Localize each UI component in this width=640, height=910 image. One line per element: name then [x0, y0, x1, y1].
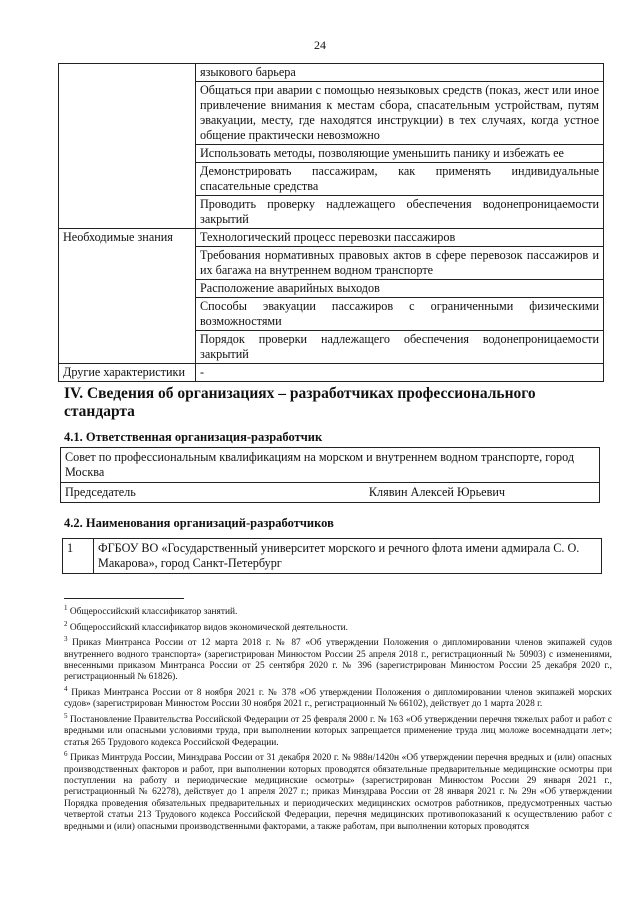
row-text: Расположение аварийных выходов — [196, 280, 604, 298]
footnote: $^4$ Приказ Минтранса России от 8 ноября 2021 г. № 378 «Об утверждении Положения о дипломировании членов экипажей морских судов» (зарегистрирован Минюстом России 30 ноября 2021 г., регистрационный № 66102), действует до 1 марта 2028 г. — [64, 684, 612, 710]
footnote: $^1$ Общероссийский классификатор занятий. — [64, 604, 238, 618]
row-text: Демонстрировать пассажирам, как применять индивидуальные спасательные средства — [196, 163, 604, 196]
page-number: 24 — [314, 38, 326, 52]
footnote-divider — [64, 598, 184, 599]
section-title: IV. Сведения об организациях – разработчиках профессионального стандарта — [64, 385, 536, 420]
responsible-org-table — [60, 447, 600, 503]
table-row — [63, 539, 602, 574]
row-label-other: Другие характеристики — [59, 364, 196, 382]
row-text: Способы эвакуации пассажиров с ограниченными физическими возможностями — [196, 298, 604, 331]
footnote: $^2$ Общероссийский классификатор видов экономической деятельности. — [64, 619, 349, 633]
footnote: $^6$ Приказ Минтруда России, Минздрава России от 31 декабря 2020 г. № 988н/1420н «Об утверждении перечня вредных и (или) опасных производственных факторов и работ, при выполнении которых проводятся обязательные предварительные медицинские осмотры при поступлении на работу и периодические медицинские осмотры» (зарегистрирован Минюстом России 29 января 2021 г., регистрационный № 62278), действует до 1 апреля 2027 г.; приказ Минздрава России от 28 января 2021 г. № 29н «Об утверждении Порядка проведения обязательных предварительных и периодических медицинских осмотров работников, предусмотренных частью четвертой статьи 213 Трудового кодекса Российской Федерации, перечня медицинских противопоказаний к осуществлению работ с вредными и (или) опасными производственными факторами, а также работам, при выполнении которых проводятся — [64, 750, 612, 832]
developer-name: ФГБОУ ВО «Государственный университет морского и речного флота имени адмирала С. О. Макарова», город Санкт-Петербург — [94, 539, 602, 574]
row-text: - — [196, 364, 604, 382]
row-text: Порядок проверки надлежащего обеспечения водонепроницаемости закрытий — [196, 331, 604, 364]
row-text: Требования нормативных правовых актов в сфере перевозок пассажиров и их багажа на внутреннем водном транспорте — [196, 247, 604, 280]
org-name: Совет по профессиональным квалификациям на морском и внутреннем водном транспорте, город Москва — [61, 448, 600, 483]
row-text: языкового барьера — [196, 64, 604, 82]
row-text: Общаться при аварии с помощью неязыковых средств (показ, жест или иное привлечение внимания к местам сбора, спасательным устройствам, путям эвакуации, месту, где находятся инструкции) в тех случаях, когда устное общение практически невозможно — [196, 82, 604, 145]
footnote: $^5$ Постановление Правительства Российской Федерации от 25 февраля 2000 г. № 163 «Об утверждении перечня тяжелых работ и работ с вредными или опасными условиями труда, при выполнении которых запрещается применение труда лиц моложе восемнадцати лет»; статья 265 Трудового кодекса Российской Федерации. — [64, 711, 612, 748]
table-row — [59, 229, 604, 247]
table-row — [59, 364, 604, 382]
row-text: Проводить проверку надлежащего обеспечения водонепроницаемости закрытий — [196, 196, 604, 229]
row-text: Технологический процесс перевозки пассажиров — [196, 229, 604, 247]
row-text: Использовать методы, позволяющие уменьшить панику и избежать ее — [196, 145, 604, 163]
developer-number: 1 — [63, 539, 94, 574]
chair-label: Председатель — [65, 485, 136, 499]
subsection-title-responsible: 4.1. Ответственная организация-разработчик — [64, 430, 323, 444]
footnotes — [64, 603, 612, 833]
row-label-knowledge: Необходимые знания — [59, 229, 196, 364]
row-label — [59, 64, 196, 229]
chair-name: Клявин Алексей Юрьевич — [368, 485, 505, 499]
competence-table — [58, 63, 604, 382]
table-row — [59, 64, 604, 82]
developers-table — [62, 538, 602, 574]
subsection-title-developers: 4.2. Наименования организаций-разработчиков — [64, 516, 334, 530]
footnote: $^3$ Приказ Минтранса России от 12 марта 2018 г. № 87 «Об утверждении Положения о дипломировании членов экипажей судов внутреннего водного транспорта» (зарегистрирован Минюстом России 25 апреля 2018 г., регистрационный № 50903) с изменениями, внесенными приказом Минтранса России от 25 сентября 2020 г. № 396 (зарегистрирован Минюстом России 25 декабря 2020 г., регистрационный № 61826). — [64, 635, 613, 683]
chair-row — [65, 485, 595, 500]
